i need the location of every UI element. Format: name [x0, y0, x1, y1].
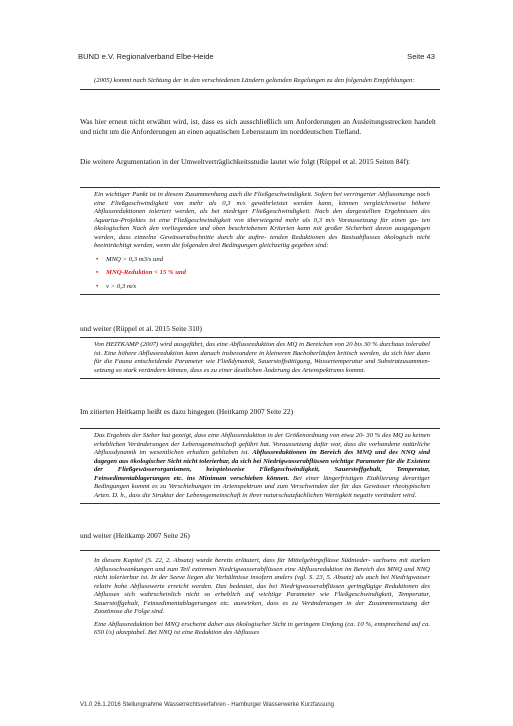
quote-uvs-fliessgeschwindigkeit: [80, 187, 440, 295]
quote-text-continued: Eine Abflussreduktion bei MNQ erscheint daher aus ökologischer Sicht in geringem Umfang (ca. 10 %, entsprechend auf ca. 650 l/s) akzeptabel. Bei NNQ ist eine Reduktion des Abflusses: [94, 620, 430, 637]
quote-heitkamp-26: [80, 550, 440, 641]
quote-text: Das Ergebnis der Sieber hat gezeigt, dass eine Abflussreduktion in der Größenordnung von etwa 20- 30 % des MQ zu keinen erheblichen Veränderungen der Lebensgemeinschaft geführt hat. Voraussetzung dafür war, dass die vorhandene natürliche Abflussdynamik im wesentlichen erhalten geblieben ist. Abflussreduktionen im Bereich des MNQ und des NNQ sind dagegen aus ökologischer Sicht nicht tolerierbar, da sich bei Niedrigwasserabflüssen wichtige Parameter für die Existenz der Fließgewässerorganismen, beispielsweise Fließgeschwindigkeit, Sauerstoffgehalt, Temperatur, Feinsedimentablagerungen etc. ins Minimum verschieben können. Bei einer längerfristigen Etablierung derartiger Bedingungen kommt es zu Verschiebungen im Artenspektrum und zum Verschwinden der für das Gewässer rheotypischen Arten. D. h., dass die Struktur der Lebensgemeinschaft in ihrer naturschutzfachlichen Wertigkeit negativ verändert wird.: [94, 432, 431, 499]
page-footer: V1.0 26.1.2016 Stellungnahme Wasserrechtsverfahren - Hamburger Wasserwerke Kurzfassung: [80, 702, 335, 708]
quote-text: Ein wichtiger Punkt ist in diesem Zusammenhang auch die Fließgeschwindigkeit. Sofern bei verringerter Abflussmenge noch eine Fließgeschwindigkeit von mehr als 0,3 m/s gewährleistet werden kann, können vergleichsweise höhere Abflussreduktionen toleriert werden, als bei niedriger Fließgeschwindigkeit. Nach den dargestellten Ergebnissen des Aquarius-Projektes ist eine Fließgeschwindigkeit von überwiegend mehr als 0,3 m/s Voraussetzung für einen gu- ten ökologischen Nach den vorliegenden und oben beschriebenen Kriterien kann mit großer Sicherheit davon ausgegangen werden, dass einzelne Gewässerabschnitte durch die auftre- tenden Reduktionen des Basisabflusses ökologisch nicht beeinträchtigt werden, wenn die folgenden drei Bedingungen gleichzeitig gegeben sind:: [94, 191, 430, 250]
page-header: [78, 52, 435, 61]
criterion-mnq-reduktion: • MNQ-Reduktion < 15 % und: [94, 269, 430, 278]
paragraph-ausleitung: Was hier erneut nicht erwähnt wird, ist, dass es sich ausschließlich um Anforderungen an Ausleitungsstrecken handelt und nicht um die Anforderungen an einen aquatischen Lebensraum im norddeutschen Tiefland.: [80, 117, 436, 136]
quote-continuation: [80, 77, 440, 90]
criterion-mnq: • MNQ > 0,3 m3/s und: [94, 256, 430, 265]
quote-text: Von HEITKAMP (2007) wird ausgeführt, das eine Abflussreduktion des MQ in Bereichen von 20 bis 30 % durchaus tolerabel ist. Eine höhere Abflussreduktion kann danach insbesondere in kleineren Bachoberläufen kritisch werden, da sich hier dann für die Fauna entscheidende Parameter wie Fließdynamik, Sauerstoffsättigung, Wassertemperatur und Substratzusammen- setzung so stark verändern können, dass es zu einer deutlichen Änderung des Artenspektrums kommt.: [94, 341, 430, 374]
paragraph-ruppel-310: und weiter (Rüppel et al. 2015 Seite 310): [80, 324, 202, 333]
header-organization: BUND e.V. Regionalverband Elbe-Heide: [78, 52, 214, 61]
quote-ruppel-heitkamp: [80, 337, 440, 379]
quote-text: In diesem Kapitel (S. 22, 2. Absatz) wurde bereits erläutert, dass für Mittelgebirgsflüsse Südnieder- sachsens mit starken Abflussschwankungen und zum Teil extremen Niedrigwasserabflüssen eine Abflussreduktion im Bereich des MNQ und NNQ nicht tolerierbar ist. In der Seeve liegen die Verhältnisse insofern anders (vgl. S. 23, 5. Absatz) als auch bei Niedrigwasser relativ hohe Abflusswerte erreicht werden. Das bedeutet, das bei Niedrigwasserabflüssen geringfügige Reduktionen des Abflusses sich wahrscheinlich nicht so erheblich auf wichtige Parameter wie Fließgeschwindigkeit, Temperatur, Sauerstoffgehalt, Feinsedimentablagerungen etc. auswirken, dass es zu Veränderungen in der Zusammensetzung der Zoozönose die Folge sind.: [94, 557, 430, 616]
page-number: Seite 43: [407, 52, 435, 61]
criteria-list: [94, 256, 430, 292]
emphasis-text: Abflussreduktionen im Bereich des MNQ und des NNQ sind dagegen aus ökologischer Sicht nicht tolerierbar, da sich bei Niedrigwasserabflüssen wichtige Parameter für die Existenz der Fließgewässerorganismen, beispielsweise Fließgeschwindigkeit, Sauerstoffgehalt, Temperatur, Feinsedimentablagerungen etc. ins Minimum verschieben können.: [94, 449, 431, 482]
paragraph-argumentation: Die weitere Argumentation in der Umweltverträglichkeitsstudie lautet wie folgt (Rüppel et al. 2015 Seiten 84f):: [80, 157, 411, 166]
paragraph-heitkamp-26: und weiter (Heitkamp 2007 Seite 26): [80, 531, 190, 540]
criterion-velocity: • v > 0,3 m/s: [94, 283, 430, 292]
paragraph-heitkamp-22: Im zitierten Heitkamp heißt es dazu hingegen (Heitkamp 2007 Seite 22): [80, 407, 294, 416]
quote-heitkamp-22: [80, 428, 440, 504]
quote-text: (2005) kommt nach Sichtung der in den verschiedenen Ländern geltenden Regelungen zu den folgenden Empfehlungen:: [94, 77, 415, 84]
